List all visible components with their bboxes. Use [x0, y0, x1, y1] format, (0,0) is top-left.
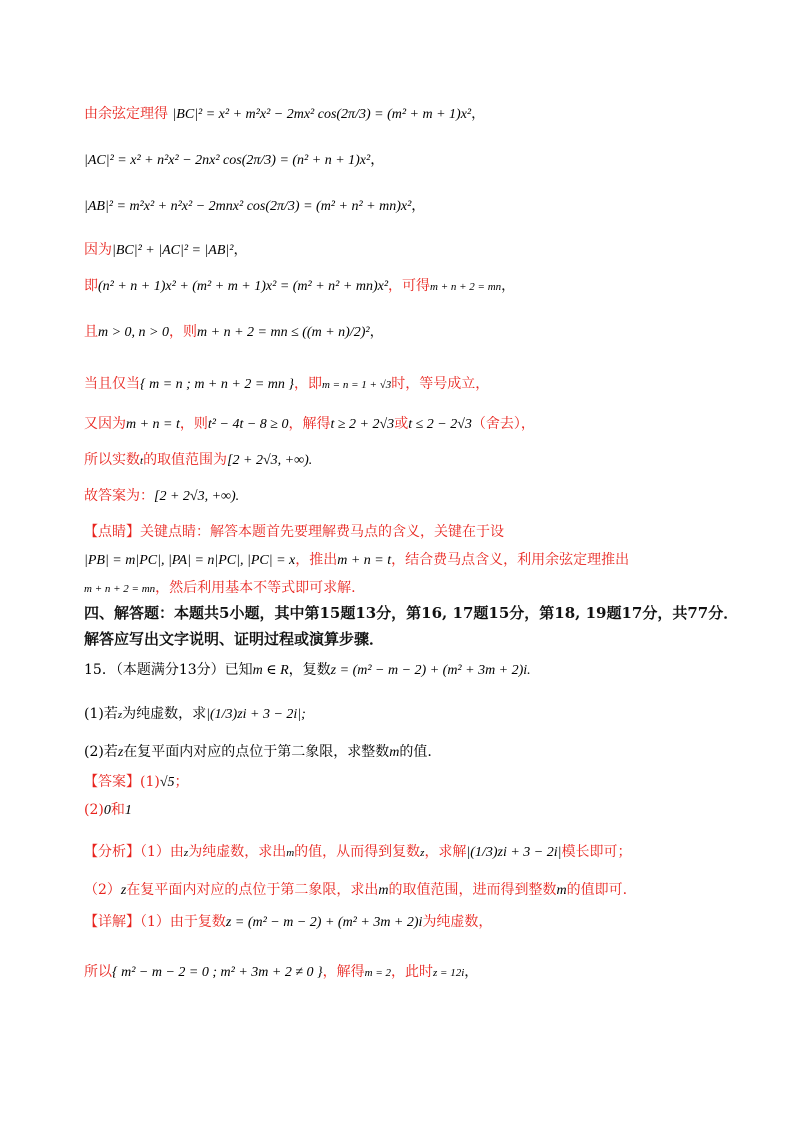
math-formula: |(1/3)zi + 3 − 2i|: [466, 845, 562, 860]
line-range: [84, 450, 312, 471]
line-also: [84, 414, 535, 435]
math-formula: 1: [124, 803, 132, 818]
text: （舍去），: [471, 416, 535, 432]
line-key-point-2: [84, 550, 629, 571]
section-label: 【点睛】: [84, 524, 140, 540]
text: 为纯虚数，求: [122, 706, 207, 722]
text: 因为: [84, 242, 112, 258]
math-formula: |BC|² + |AC|² = |AB|²: [112, 243, 234, 258]
math-formula: m + n = t: [126, 417, 180, 432]
line-answer: [84, 486, 239, 507]
text: 所以: [84, 964, 112, 980]
line-iff: [84, 374, 489, 395]
math-formula: m + n = t: [337, 553, 392, 568]
text: (2): [84, 802, 104, 818]
text: 的值，从而得到复数: [294, 844, 421, 860]
text: 在复平面内对应的点位于第二象限，求整数: [123, 744, 390, 760]
answer-line-2: [84, 800, 132, 821]
math-formula: [2 + 2√3, +∞).: [227, 453, 313, 468]
math-formula: t² − 4t − 8 ≥ 0: [207, 417, 289, 432]
text: ，即: [293, 376, 322, 392]
line-cosine-bc: 由余弦定理得 |BC|² = x² + m²x² − 2mx² cos(2π/3) = (m² + m + 1)x²，: [84, 106, 486, 122]
text: 或: [394, 416, 409, 432]
detail-line-1: [84, 912, 492, 933]
line-key-point: [84, 522, 504, 542]
math-formula: m + n + 2 = mn ≤ ((m + n)/2)²: [197, 325, 370, 340]
math-formula: t ≥ 2 + 2√3: [330, 417, 395, 432]
math-formula: |AB|² = m²x² + n²x² − 2mnx² cos(2π/3) = (m² + n² + mn)x²: [84, 199, 412, 214]
question-15-part-2: [84, 742, 432, 763]
text: (1): [140, 774, 160, 790]
text: ，复数: [288, 662, 331, 678]
math-formula: m + n + 2 = mn: [84, 583, 156, 595]
text: （1）由于复数: [140, 914, 226, 930]
math-formula: z: [117, 745, 124, 760]
section-label: 【答案】: [84, 774, 140, 790]
text: ，求解: [424, 844, 467, 860]
math-formula: |AC|² = x² + n²x² − 2nx² cos(2π/3) = (n² + n + 1)x²: [84, 153, 371, 168]
text: 模长即可；: [561, 844, 632, 860]
line-because: 因为|BC|² + |AC|² = |AB|²，: [84, 242, 248, 258]
text: 由余弦定理得: [84, 106, 168, 122]
text: ，然后利用基本不等式即可求解.: [155, 580, 356, 596]
answer-line-1: [84, 772, 189, 793]
text: (1)若: [84, 706, 118, 722]
text: 故答案为：: [84, 488, 154, 504]
text: ，则: [169, 324, 198, 340]
analysis-line-2: [84, 880, 627, 901]
text: 关键点睛：解答本题首先要理解费马点的含义，关键在于设: [140, 524, 504, 540]
math-formula: m = 2: [364, 967, 391, 979]
text: 所以实数: [84, 452, 140, 468]
detail-line-2: [84, 962, 478, 983]
math-formula: |BC|² = x² + m²x² − 2mx² cos(2π/3) = (m² + m + 1)x²: [172, 107, 472, 122]
math-formula: m > 0, n > 0: [98, 325, 170, 340]
math-formula: m = n = 1 + √3: [321, 379, 392, 391]
line-equation: 即(n² + n + 1)x² + (m² + m + 1)x² = (m² + n² + mn)x²，可得m + n + 2 = mn，: [84, 278, 516, 294]
question-15: [84, 660, 531, 681]
text: ，解得: [288, 416, 331, 432]
text: ，可得: [388, 278, 431, 294]
text: 的值.: [399, 744, 432, 760]
text: ，: [464, 964, 479, 980]
text: ，解得: [322, 964, 365, 980]
line-cosine-ab: |AB|² = m²x² + n²x² − 2mnx² cos(2π/3) = (m² + n² + mn)x²，: [84, 198, 426, 214]
line-key-point-3: [84, 578, 356, 599]
section-heading: 四、解答题：本题共5小题，其中第15题13分，第16, 17题15分，第18, 19题17分，共77分．解答应写出文字说明、证明过程或演算步骤．: [84, 604, 739, 648]
section-label: 【详解】: [84, 914, 140, 930]
text: ，结合费马点含义，利用余弦定理推出: [391, 552, 630, 568]
math-formula: [2 + 2√3, +∞).: [154, 489, 240, 504]
text: ，则: [179, 416, 208, 432]
text: 15．（本题满分13分）已知: [84, 662, 253, 678]
math-formula: z = (m² − m − 2) + (m² + 3m + 2)i: [225, 915, 423, 930]
math-formula: m + n + 2 = mn: [430, 281, 502, 293]
text: 又因为: [84, 416, 126, 432]
math-formula: m ∈ R: [252, 663, 289, 678]
text: （1）由: [140, 844, 184, 860]
math-formula: m: [556, 883, 567, 898]
math-formula: z = 12i: [433, 967, 465, 979]
math-formula: z: [117, 709, 123, 721]
math-formula: 0: [103, 803, 111, 818]
math-formula: t ≤ 2 − 2√3: [408, 417, 472, 432]
text: 为纯虚数，: [422, 914, 493, 930]
text: （2）: [84, 882, 121, 898]
math-formula: m: [286, 847, 295, 859]
math-formula: { m² − m − 2 = 0 ; m² + 3m + 2 ≠ 0 }: [112, 965, 323, 980]
text: ；: [174, 774, 189, 790]
math-formula: z = (m² − m − 2) + (m² + 3m + 2)i.: [330, 663, 531, 678]
text: 的取值范围，进而得到整数: [388, 882, 557, 898]
math-formula: z: [420, 847, 425, 859]
text: 的取值范围为: [143, 452, 228, 468]
math-formula: √5: [159, 775, 175, 790]
line-cosine-ac: |AC|² = x² + n²x² − 2nx² cos(2π/3) = (n² + n + 1)x²，: [84, 152, 385, 168]
text: ，推出: [295, 552, 338, 568]
text: 和: [110, 802, 125, 818]
text: 当且仅当: [84, 376, 140, 392]
text: 即: [84, 278, 98, 294]
text: (2)若: [84, 744, 118, 760]
text: 为纯虚数，求出: [188, 844, 287, 860]
math-formula: |(1/3)zi + 3 − 2i|;: [206, 707, 306, 722]
line-and: 且m > 0, n > 0，则m + n + 2 = mn ≤ ((m + n)/2)²，: [84, 324, 384, 340]
analysis-line-1: [84, 842, 631, 863]
text: 时，等号成立，: [391, 376, 490, 392]
math-formula: m: [389, 745, 400, 760]
text: ，此时: [391, 964, 433, 980]
math-formula: z: [120, 883, 127, 898]
text: 在复平面内对应的点位于第二象限，求出: [126, 882, 379, 898]
math-formula: m: [378, 883, 389, 898]
text: 的值即可.: [566, 882, 628, 898]
question-15-part-1: [84, 704, 306, 725]
math-formula: (n² + n + 1)x² + (m² + m + 1)x² = (m² + n² + mn)x²: [98, 279, 389, 294]
math-formula: t: [140, 455, 144, 467]
math-formula: z: [183, 847, 189, 859]
text: 且: [84, 324, 98, 340]
math-formula: { m = n ; m + n + 2 = mn }: [140, 377, 294, 392]
section-label: 【分析】: [84, 844, 140, 860]
math-formula: |PB| = m|PC|, |PA| = n|PC|, |PC| = x: [84, 553, 296, 568]
